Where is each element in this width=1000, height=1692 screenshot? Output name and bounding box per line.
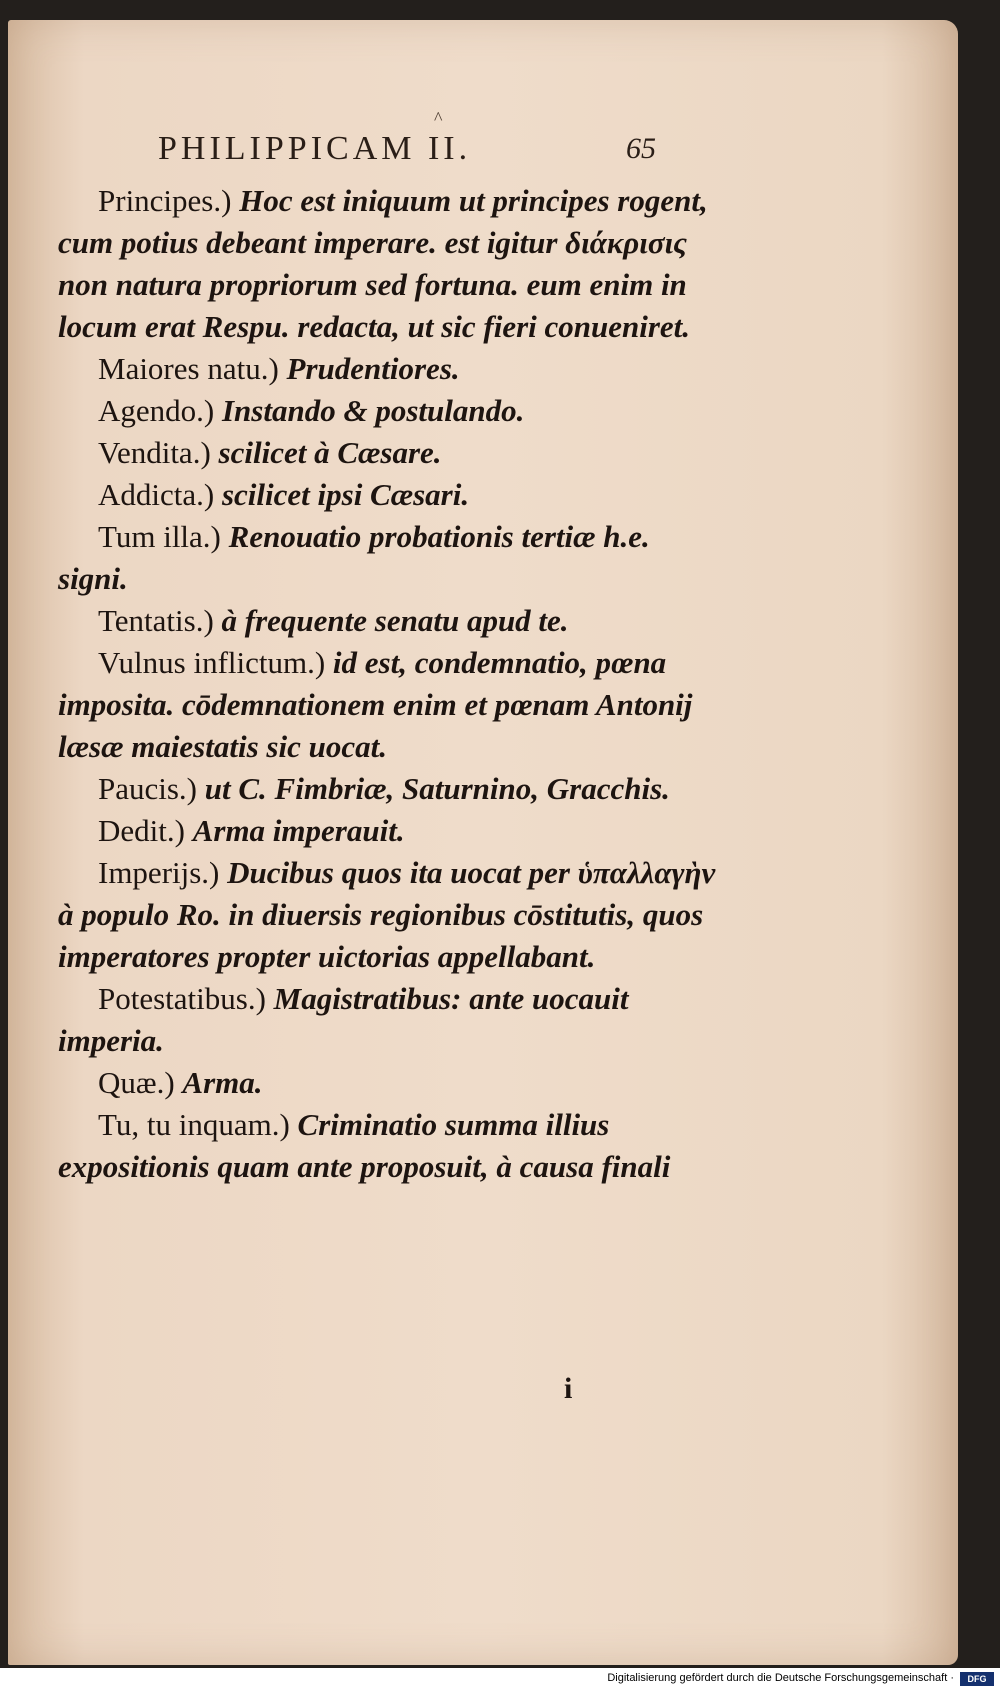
lemma: Agendo.) — [98, 393, 215, 428]
gloss: Criminatio summa illius expositionis quam ante proposuit, à causa finali — [58, 1107, 671, 1184]
lemma: Tu, tu inquam.) — [98, 1107, 290, 1142]
entry — [58, 348, 718, 390]
book-page — [8, 20, 958, 1665]
entry — [58, 516, 718, 600]
gloss: Instando & postulando. — [221, 393, 525, 428]
entry — [58, 810, 718, 852]
entry — [58, 432, 718, 474]
gloss: scilicet ipsi Cæsari. — [221, 477, 470, 512]
gloss: Arma. — [182, 1065, 263, 1100]
lemma: Maiores natu.) — [98, 351, 279, 386]
lemma: Principes.) — [98, 183, 232, 218]
gloss: id est, condemnatio, pœna imposita. cōdemnationem enim et pœnam Antonij læsæ maiestatis sic uocat. — [58, 645, 693, 764]
page-header — [8, 108, 958, 180]
entry — [58, 852, 718, 978]
entry — [58, 1062, 718, 1104]
lemma: Quæ.) — [98, 1065, 175, 1100]
gloss: Prudentiores. — [286, 351, 460, 386]
entry — [58, 600, 718, 642]
lemma: Dedit.) — [98, 813, 185, 848]
lemma: Addicta.) — [98, 477, 215, 512]
lemma: Imperijs.) — [98, 855, 220, 890]
gloss: Magistratibus: ante uocauit imperia. — [58, 981, 629, 1058]
gloss: Renouatio probationis tertiæ h.e. signi. — [58, 519, 650, 596]
lemma: Vendita.) — [98, 435, 211, 470]
entry — [58, 768, 718, 810]
lemma: Vulnus inflictum.) — [98, 645, 326, 680]
funding-credit: Digitalisierung gefördert durch die Deutsche Forschungsgemeinschaft · — [607, 1672, 954, 1684]
entry — [58, 474, 718, 516]
lemma: Tentatis.) — [98, 603, 214, 638]
gloss: Arma imperauit. — [192, 813, 405, 848]
entry — [58, 390, 718, 432]
lemma: Paucis.) — [98, 771, 198, 806]
lemma: Tum illa.) — [98, 519, 221, 554]
digitization-footer — [0, 1668, 1000, 1692]
gloss: Hoc est iniquum ut principes rogent, cum potius debeant imperare. est igitur διάκρισις non natura propriorum sed fortuna. eum enim in locum erat Respu. redacta, ut sic fieri conueniret. — [58, 183, 708, 344]
page-number: 65 — [626, 132, 656, 165]
dfg-logo-icon: DFG — [960, 1672, 994, 1686]
caret-mark: ^ — [434, 108, 443, 128]
entry — [58, 642, 718, 768]
entry — [58, 180, 718, 348]
running-title: PHILIPPICAM II. — [158, 130, 472, 167]
gloss: à frequente senatu apud te. — [221, 603, 569, 638]
gloss: scilicet à Cæsare. — [218, 435, 442, 470]
signature-mark: i — [564, 1372, 573, 1405]
commentary-body — [58, 180, 718, 1188]
entry — [58, 978, 718, 1062]
gloss: Ducibus quos ita uocat per ὑπαλλαγὴν à populo Ro. in diuersis regionibus cōstitutis, quos imperatores propter uictorias appellabant. — [58, 855, 716, 974]
entry — [58, 1104, 718, 1188]
gloss: ut C. Fimbriæ, Saturnino, Gracchis. — [204, 771, 670, 806]
lemma: Potestatibus.) — [98, 981, 266, 1016]
